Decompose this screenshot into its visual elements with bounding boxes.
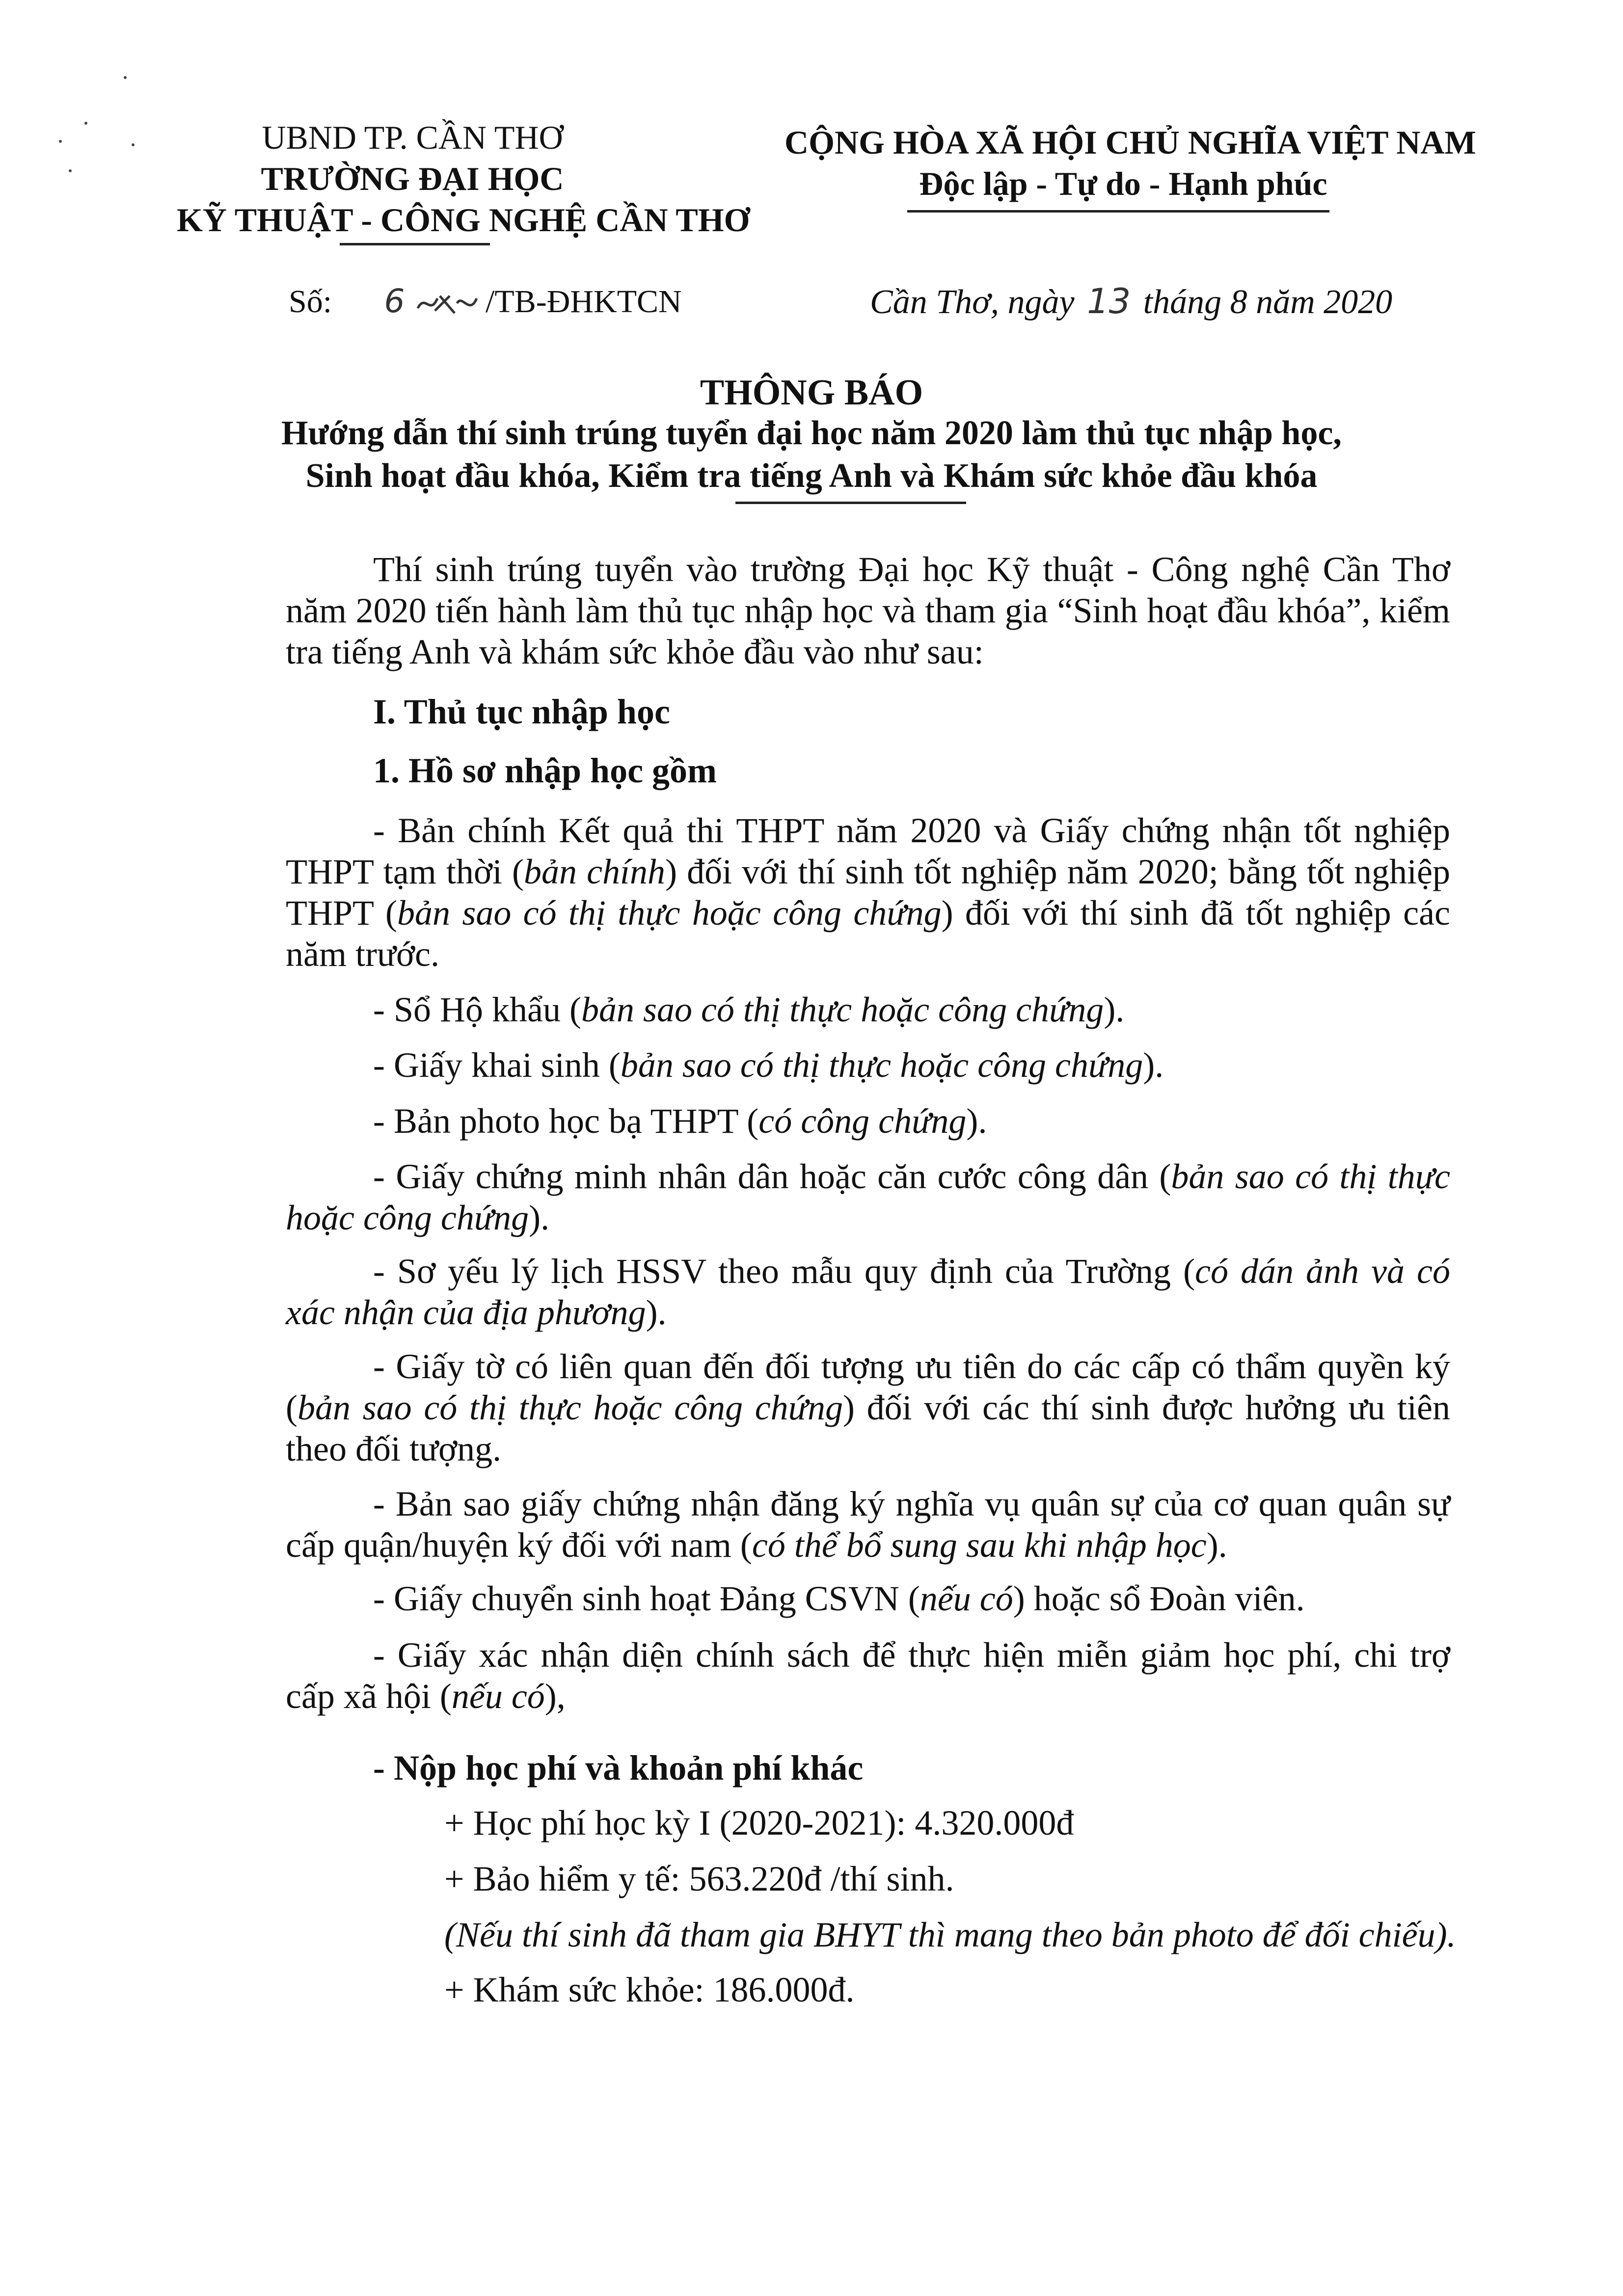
org-line-3: KỸ THUẬT - CÔNG NGHỆ CẦN THƠ bbox=[177, 201, 750, 239]
notice-subtitle-2: Sinh hoạt đầu khóa, Kiểm tra tiếng Anh và Khám sức khỏe đầu khóa bbox=[305, 457, 1318, 495]
title-underline bbox=[735, 502, 966, 504]
notice-title: THÔNG BÁO bbox=[700, 373, 923, 413]
date-before: Cần Thơ, ngày bbox=[870, 283, 1075, 321]
list-item: - Bản photo học bạ THPT (có công chứng). bbox=[373, 1101, 987, 1141]
nation-header bbox=[784, 122, 1476, 204]
scan-speck bbox=[124, 76, 127, 79]
number-handwritten: 6 bbox=[384, 281, 478, 322]
fees-heading: - Nộp học phí và khoản phí khác bbox=[373, 1748, 864, 1788]
date-line bbox=[870, 281, 1392, 323]
list-item: - Bản chính Kết quả thi THPT năm 2020 và Giấy chứng nhận tốt nghiệp THPT tạm thời (bản chính) đối với thí sinh tốt nghiệp năm 2020; bằng tốt nghiệp THPT (bản sao có thị thực hoặc công chứng) đối với thí sinh đã tốt nghiệp các năm trước. bbox=[286, 811, 1450, 974]
list-item: - Sổ Hộ khẩu (bản sao có thị thực hoặc công chứng). bbox=[373, 990, 1125, 1029]
document-number bbox=[289, 281, 682, 322]
list-item: - Giấy xác nhận diện chính sách để thực hiện miễn giảm học phí, chi trợ cấp xã hội (nếu có), bbox=[286, 1635, 1450, 1716]
number-label: Số: bbox=[289, 284, 332, 320]
date-day-handwritten: 13 bbox=[1087, 281, 1131, 321]
fee-item: + Học phí học kỳ I (2020-2021): 4.320.000đ bbox=[444, 1803, 1074, 1842]
number-suffix: /TB-ĐHKTCN bbox=[486, 284, 682, 320]
handwritten-scribble-icon bbox=[415, 289, 479, 318]
fee-note: (Nếu thí sinh đã tham gia BHYT thì mang theo bản photo để đối chiếu). bbox=[444, 1915, 1456, 1954]
list-item: - Giấy tờ có liên quan đến đối tượng ưu tiên do các cấp có thẩm quyền ký (bản sao có thị thực hoặc công chứng) đối với các thí sinh được hưởng ưu tiên theo đối tượng. bbox=[286, 1347, 1451, 1468]
org-line-1: UBND TP. CẦN THƠ bbox=[262, 119, 563, 156]
date-after: tháng 8 năm 2020 bbox=[1143, 283, 1393, 321]
scan-speck bbox=[69, 169, 72, 172]
notice-subtitle-1: Hướng dẫn thí sinh trúng tuyển đại học năm 2020 làm thủ tục nhập học, bbox=[281, 414, 1342, 452]
nation-line-2: Độc lập - Tự do - Hạnh phúc bbox=[919, 165, 1327, 202]
scan-speck bbox=[84, 122, 87, 125]
motto-underline bbox=[907, 210, 1329, 213]
list-item: - Giấy khai sinh (bản sao có thị thực hoặc công chứng). bbox=[373, 1045, 1164, 1085]
subsection-heading: 1. Hồ sơ nhập học gồm bbox=[373, 751, 717, 790]
org-underline bbox=[340, 243, 490, 245]
org-line-2: TRƯỜNG ĐẠI HỌC bbox=[261, 160, 564, 197]
intro-paragraph: Thí sinh trúng tuyển vào trường Đại học Kỹ thuật - Công nghệ Cần Thơ năm 2020 tiến hành làm thủ tục nhập học và tham gia “Sinh hoạt đầu khóa”, kiểm tra tiếng Anh và khám sức khỏe đầu vào như sau: bbox=[286, 550, 1450, 671]
fee-item: + Bảo hiểm y tế: 563.220đ /thí sinh. bbox=[444, 1859, 954, 1898]
fee-item: + Khám sức khỏe: 186.000đ. bbox=[444, 1970, 855, 2009]
scan-speck bbox=[132, 143, 135, 146]
org-header bbox=[177, 117, 750, 240]
scan-speck bbox=[59, 140, 62, 143]
list-item: - Giấy chứng minh nhân dân hoặc căn cước công dân (bản sao có thị thực hoặc công chứng). bbox=[286, 1157, 1450, 1237]
list-item: - Sơ yếu lý lịch HSSV theo mẫu quy định của Trường (có dán ảnh và có xác nhận của địa phương). bbox=[286, 1252, 1450, 1332]
list-item: - Giấy chuyển sinh hoạt Đảng CSVN (nếu có) hoặc sổ Đoàn viên. bbox=[373, 1579, 1305, 1618]
nation-line-1: CỘNG HÒA XÃ HỘI CHỦ NGHĨA VIỆT NAM bbox=[784, 124, 1476, 161]
section-heading: I. Thủ tục nhập học bbox=[373, 692, 670, 731]
list-item: - Bản sao giấy chứng nhận đăng ký nghĩa vụ quân sự của cơ quan quân sự cấp quận/huyện ký đối với nam (có thể bổ sung sau khi nhập học). bbox=[286, 1484, 1450, 1565]
